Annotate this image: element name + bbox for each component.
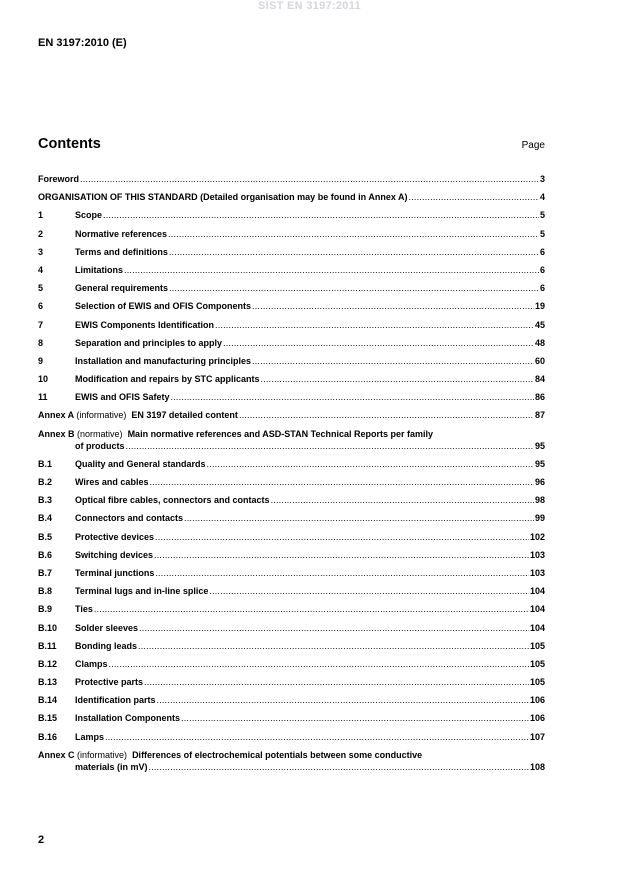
toc-entry-number: 11 — [38, 392, 48, 403]
toc-entry-title: Wires and cables — [75, 477, 149, 487]
toc-entry[interactable] — [38, 494, 545, 506]
toc-entry-page: 6 — [539, 264, 545, 275]
toc-entry-page: 104 — [529, 622, 545, 633]
toc-entry[interactable] — [38, 337, 545, 349]
annex-kind: (informative) — [77, 749, 128, 760]
annex-title: Differences of electrochemical potentials between some conductive — [132, 749, 423, 760]
toc-entry-title: Bonding leads — [75, 640, 138, 651]
toc-entry-number: 7 — [38, 319, 44, 330]
toc-entry-page: 4 — [539, 192, 545, 203]
toc-entry-number: B.15 — [38, 713, 58, 724]
table-of-contents — [38, 173, 545, 779]
toc-entry[interactable] — [38, 476, 545, 488]
toc-entry[interactable] — [38, 549, 545, 561]
toc-entry-title: Terminal junctions — [75, 567, 155, 578]
toc-entry[interactable] — [38, 264, 545, 276]
toc-entry-page: 60 — [534, 355, 545, 366]
toc-entry-title: Quality and General standards — [75, 458, 206, 469]
toc-entry[interactable] — [38, 282, 545, 294]
annex-title: Main normative references and ASD-STAN Technical Reports per family — [127, 428, 433, 439]
toc-entry[interactable] — [38, 319, 545, 331]
toc-entry-number: B.14 — [38, 695, 58, 706]
toc-entry-title: General requirements — [75, 283, 169, 294]
document-id: EN 3197:2010 (E) — [38, 37, 127, 49]
toc-entry-title: Separation and principles to apply — [75, 337, 223, 348]
toc-entry-number: 1 — [38, 210, 44, 221]
toc-entry-number: B.16 — [38, 731, 58, 742]
toc-entry[interactable] — [38, 355, 545, 367]
toc-entry-number: 10 — [38, 374, 49, 385]
toc-entry[interactable] — [38, 228, 545, 240]
toc-entry-title: Switching devices — [75, 549, 154, 560]
toc-entry-page: 6 — [539, 283, 545, 294]
toc-entry-number: B.10 — [38, 622, 58, 633]
toc-entry-title: Installation and manufacturing principles — [75, 355, 252, 366]
toc-entry-number: 3 — [38, 246, 44, 257]
toc-entry-page: 95 — [534, 440, 545, 451]
toc-entry-annex-a[interactable] — [38, 409, 545, 421]
toc-entry[interactable] — [38, 300, 545, 312]
annex-kind: (informative) — [76, 410, 127, 421]
annex-title-continued: materials (in mV) — [75, 761, 148, 772]
toc-entry-number: B.2 — [38, 477, 53, 487]
toc-entry-number: B.5 — [38, 531, 53, 542]
toc-entry[interactable] — [38, 458, 545, 470]
toc-entry-title: Protective parts — [75, 677, 144, 688]
toc-entry[interactable] — [38, 373, 545, 385]
toc-entry-title: Modification and repairs by STC applicants — [75, 374, 260, 385]
toc-entry[interactable] — [38, 531, 545, 543]
toc-entry-number: B.6 — [38, 549, 53, 560]
toc-entry-page: 84 — [534, 374, 545, 385]
toc-entry-title: Terms and definitions — [75, 246, 168, 257]
page-column-label: Page — [521, 140, 545, 151]
toc-entry-page: 105 — [529, 677, 545, 688]
toc-entry-page: 108 — [529, 761, 545, 772]
annex-title-continued: of products — [75, 440, 125, 451]
toc-entry-number: B.13 — [38, 677, 58, 688]
annex-prefix: Annex C — [38, 749, 75, 760]
toc-entry[interactable] — [38, 622, 545, 634]
toc-entry-title: Optical fibre cables, connectors and contacts — [75, 495, 270, 506]
toc-entry-title: Ties — [75, 604, 93, 615]
page-number: 2 — [38, 834, 45, 846]
toc-entry[interactable] — [38, 209, 545, 221]
toc-entry-organisation[interactable] — [38, 191, 545, 203]
toc-entry[interactable] — [38, 712, 545, 724]
toc-entry-page: 3 — [539, 174, 545, 184]
annex-prefix: Annex B — [38, 428, 75, 439]
toc-entry-title: EWIS Components Identification — [75, 319, 214, 330]
toc-entry-page: 107 — [529, 731, 545, 742]
toc-entry-page: 86 — [534, 392, 545, 403]
toc-entry-number: B.8 — [38, 586, 53, 597]
toc-entry-page: 99 — [534, 513, 545, 524]
toc-entry[interactable] — [38, 567, 545, 579]
toc-entry-number: B.12 — [38, 658, 58, 669]
toc-entry-title: Lamps — [75, 731, 105, 742]
toc-entry-number: 4 — [38, 264, 44, 275]
toc-entry-number: 6 — [38, 301, 44, 312]
toc-entry-title — [38, 428, 545, 440]
toc-entry-title: Terminal lugs and in-line splice — [75, 586, 209, 597]
toc-entry-number: B.4 — [38, 513, 53, 524]
toc-entry[interactable] — [38, 694, 545, 706]
toc-entry-page: 104 — [529, 604, 545, 615]
toc-entry-foreword[interactable] — [38, 173, 545, 185]
toc-entry-page: 87 — [534, 410, 545, 421]
toc-entry-title: Limitations — [75, 264, 124, 275]
toc-entry-title — [38, 409, 238, 421]
toc-entry-number: 8 — [38, 337, 44, 348]
toc-entry-page: 6 — [539, 246, 545, 257]
toc-entry-number: B.11 — [38, 640, 57, 651]
toc-entry-number: B.7 — [38, 567, 53, 578]
page-title: Contents — [38, 136, 101, 152]
toc-entry-number: B.3 — [38, 495, 53, 506]
toc-entry-title: Installation Components — [75, 713, 181, 724]
toc-entry[interactable] — [38, 676, 545, 688]
toc-entry-number: 5 — [38, 283, 44, 294]
toc-entry-title: Selection of EWIS and OFIS Components — [75, 301, 252, 312]
toc-entry-page: 5 — [539, 210, 545, 221]
toc-entry[interactable] — [38, 603, 545, 615]
annex-prefix: Annex A — [38, 410, 74, 421]
toc-entry-title: EWIS and OFIS Safety — [75, 392, 170, 403]
toc-entry-title: Normative references — [75, 228, 168, 239]
toc-entry[interactable] — [38, 512, 545, 524]
toc-entry-page: 96 — [534, 477, 545, 487]
toc-entry-title: Identification parts — [75, 695, 156, 706]
toc-entry-title: ORGANISATION OF THIS STANDARD (Detailed organisation may be found in Annex A) — [38, 192, 408, 203]
toc-entry-annex-b[interactable] — [38, 428, 545, 452]
toc-entry-number: 9 — [38, 355, 44, 366]
toc-entry-page: 106 — [529, 695, 545, 706]
toc-entry-page: 102 — [529, 531, 545, 542]
annex-kind: (normative) — [77, 428, 123, 439]
toc-entry[interactable] — [38, 391, 545, 403]
toc-entry[interactable] — [38, 658, 545, 670]
toc-entry[interactable] — [38, 731, 545, 743]
toc-entry-title: Foreword — [38, 174, 80, 184]
toc-entry-page: 106 — [529, 713, 545, 724]
toc-entry-page: 98 — [534, 495, 545, 506]
toc-entry-annex-c[interactable] — [38, 749, 545, 773]
toc-entry-page: 103 — [529, 567, 545, 578]
toc-entry-page: 105 — [529, 658, 545, 669]
toc-entry-page: 105 — [529, 640, 545, 651]
toc-entry-page: 5 — [539, 228, 545, 239]
toc-entry-page: 95 — [534, 458, 545, 469]
annex-title: EN 3197 detailed content — [131, 410, 238, 421]
toc-entry-page: 104 — [529, 586, 545, 597]
toc-entry-title: Solder sleeves — [75, 622, 139, 633]
toc-entry-page: 19 — [534, 301, 545, 312]
toc-entry-number: B.1 — [38, 458, 53, 469]
toc-entry-title: Protective devices — [75, 531, 155, 542]
toc-entry-number: 2 — [38, 228, 44, 239]
toc-entry-title: Connectors and contacts — [75, 513, 184, 524]
toc-entry-title — [38, 749, 545, 761]
toc-entry-page: 103 — [529, 549, 545, 560]
toc-entry-number: B.9 — [38, 604, 53, 615]
toc-entry-title: Clamps — [75, 658, 108, 669]
toc-entry[interactable] — [38, 640, 545, 652]
toc-entry[interactable] — [38, 246, 545, 258]
toc-entry-title: Scope — [75, 210, 103, 221]
toc-entry[interactable] — [38, 585, 545, 597]
toc-entry-page: 45 — [534, 319, 545, 330]
toc-entry-page: 48 — [534, 337, 545, 348]
watermark: SIST EN 3197:2011 — [258, 0, 361, 12]
